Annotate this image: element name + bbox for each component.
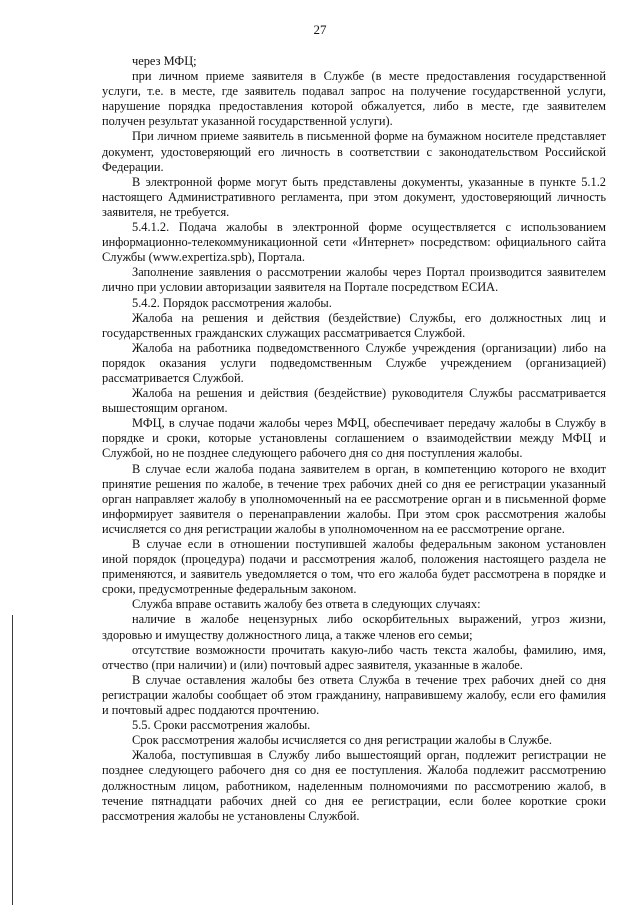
paragraph: Жалоба на решения и действия (бездействие) руководителя Службы рассматривается вышестоящим органом. bbox=[102, 386, 606, 416]
paragraph: МФЦ, в случае подачи жалобы через МФЦ, обеспечивает передачу жалобы в Службу в порядке и сроки, которые установлены соглашением о взаимодействии между МФЦ и Службой, но не позднее следующего рабочего дня со дня поступления жалобы. bbox=[102, 416, 606, 461]
paragraph: Служба вправе оставить жалобу без ответа в следующих случаях: bbox=[132, 597, 481, 612]
paragraph: В случае если в отношении поступившей жалобы федеральным законом установлен иной порядок (процедура) подачи и рассмотрения жалоб, положения настоящего раздела не применяются, и заявитель уведомляется о том, что его жалоба будет рассмотрена в порядке и сроки, предусмотренные федеральным законом. bbox=[102, 537, 606, 597]
paragraph: Жалоба на решения и действия (бездействие) Службы, его должностных лиц и государственных гражданских служащих рассматривается Службой. bbox=[102, 310, 606, 340]
page-number: 27 bbox=[313, 22, 327, 37]
paragraph: При личном приеме заявитель в письменной форме на бумажном носителе представляет документ, удостоверяющий его личность в соответствии с законодательством Российской Федерации. bbox=[102, 129, 606, 174]
list-item: отсутствие возможности прочитать какую-либо часть текста жалобы, фамилию, имя, отчество (при наличии) и (или) почтовый адрес заявителя, указанные в жалобе. bbox=[102, 642, 606, 672]
paragraph: Срок рассмотрения жалобы исчисляется со дня регистрации жалобы в Службе. bbox=[132, 733, 552, 748]
paragraph: при личном приеме заявителя в Службе (в месте предоставления государственной услуги, т.е. в месте, где заявитель подавал запрос на получение государственной услуги, нарушение порядка предоставления которой обжалуется, либо в месте, где заявителем получен результат указанной государственной услуги). bbox=[102, 69, 606, 129]
paragraph: В электронной форме могут быть представлены документы, указанные в пункте 5.1.2 настоящего Административного регламента, при этом документ, удостоверяющий личность заявителя, не требуется. bbox=[102, 174, 606, 219]
paragraph: 5.4.1.2. Подача жалобы в электронной форме осуществляется с использованием информационно-телекоммуникационной сети «Интернет» посредством: официального сайта Службы (www.expertiza.spb), Портала. bbox=[102, 220, 606, 265]
section-heading: 5.4.2. Порядок рассмотрения жалобы. bbox=[132, 295, 332, 310]
document-body bbox=[102, 54, 606, 824]
paragraph: В случае если жалоба подана заявителем в орган, в компетенцию которого не входит принятие решения по жалобе, в течение трех рабочих дней со дня ее регистрации указанный орган направляет жалобу в уполномоченный на ее рассмотрение орган и в письменной форме информирует заявителя о перенаправлении жалобы. При этом срок рассмотрения жалобы исчисляется со дня регистрации жалобы в уполномоченном на ее рассмотрение органе. bbox=[102, 461, 606, 536]
paragraph: Жалоба на работника подведомственного Службе учреждения (организации) либо на порядок оказания услуги подведомственным Службе учреждением (организацией) рассматривается Службой. bbox=[102, 340, 606, 385]
paragraph: В случае оставления жалобы без ответа Служба в течение трех рабочих дней со дня регистрации жалобы сообщает об этом гражданину, направившему жалобу, если его фамилия и почтовый адрес поддаются прочтению. bbox=[102, 672, 606, 718]
section-heading: 5.5. Сроки рассмотрения жалобы. bbox=[132, 718, 311, 733]
paragraph: через МФЦ; bbox=[132, 54, 197, 68]
paragraph: Жалоба, поступившая в Службу либо вышестоящий орган, подлежит регистрации не позднее следующего рабочего дня со дня ее поступления. Жалоба подлежит рассмотрению должностным лицом, работником, наделенным полномочиями по рассмотрению жалоб, в течение пятнадцати рабочих дней со дня ее регистрации, если более короткие сроки рассмотрения жалобы не установлены Службой. bbox=[102, 748, 606, 823]
paragraph: Заполнение заявления о рассмотрении жалобы через Портал производится заявителем лично при условии авторизации заявителя на Портале посредством ЕСИА. bbox=[102, 265, 606, 295]
scan-edge-line bbox=[12, 615, 13, 905]
list-item: наличие в жалобе нецензурных либо оскорбительных выражений, угроз жизни, здоровью и имуществу должностного лица, а также членов его семьи; bbox=[102, 612, 606, 642]
